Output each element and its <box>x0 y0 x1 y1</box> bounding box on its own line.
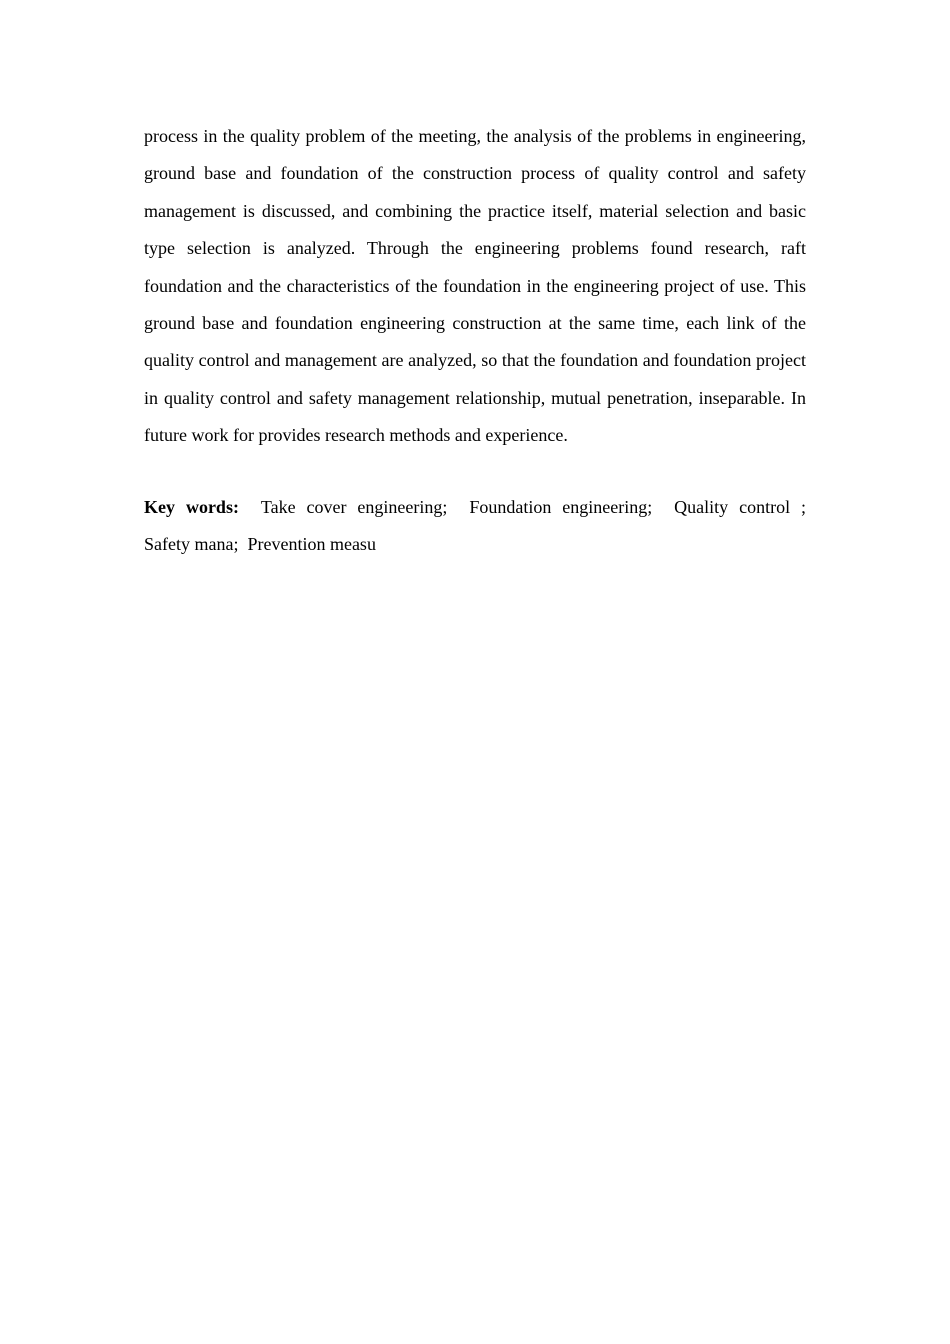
keyword-item: Foundation engineering; <box>469 496 653 517</box>
document-body <box>144 118 806 563</box>
keyword-item: Take cover engineering; <box>260 496 448 517</box>
keywords-block <box>144 489 806 564</box>
keyword-item: Prevention measu <box>247 534 376 555</box>
keyword-item: Safety mana; <box>144 534 239 555</box>
abstract-paragraph: process in the quality problem of the meeting, the analysis of the problems in engineering, ground base and foundation of the construction process of quality control and safety management is discussed, and combining the practice itself, material selection and basic type selection is analyzed. Through the engineering problems found research, raft foundation and the characteristics of the foundation in the engineering project of use. This ground base and foundation engineering construction at the same time, each link of the quality control and management are analyzed, so that the foundation and foundation project in quality control and safety management relationship, mutual penetration, inseparable. In future work for provides research methods and experience. <box>144 126 806 446</box>
keywords-label: Key words: <box>144 496 239 517</box>
keyword-item: Quality control ; <box>674 496 807 517</box>
